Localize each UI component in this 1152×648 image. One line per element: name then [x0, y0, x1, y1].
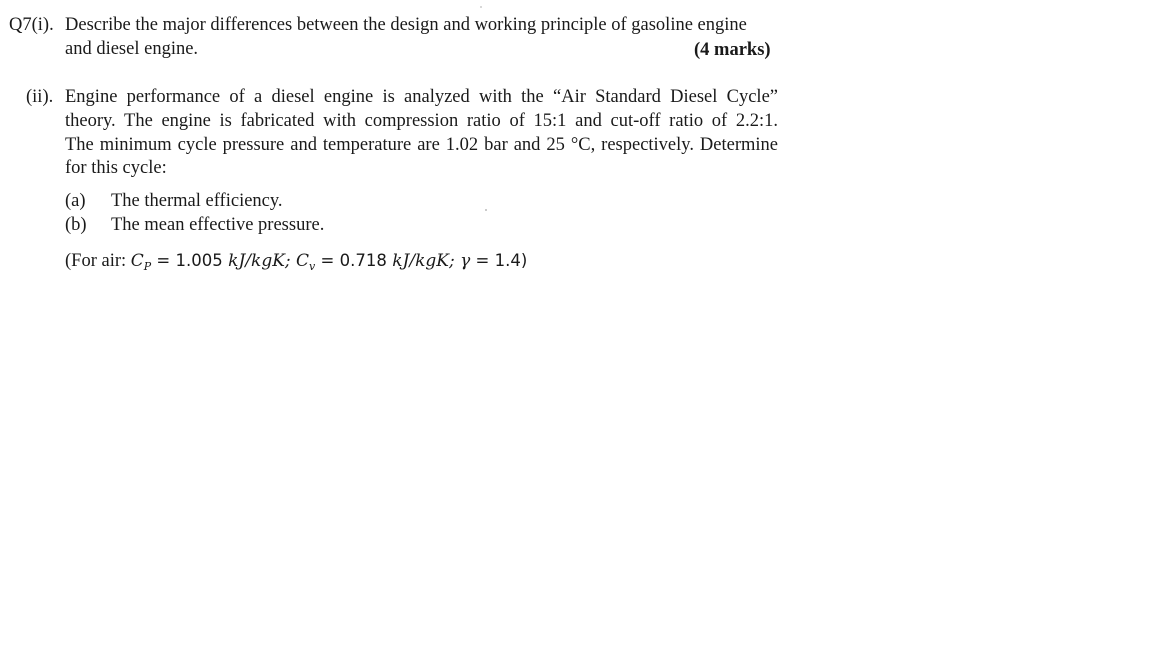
- question-7ii-label: (ii).: [26, 87, 54, 107]
- gamma-equals: =: [470, 251, 495, 270]
- cp-equals: =: [151, 251, 176, 270]
- question-7i-marks: (4 marks): [694, 40, 771, 60]
- question-7ii-text-line1: Engine performance of a diesel engine is analyzed with the “Air Standard Diesel Cycle”: [65, 87, 778, 107]
- cv-subscript: v: [309, 260, 316, 273]
- question-7ii-text-line4: for this cycle:: [65, 158, 167, 178]
- subpart-a-text: The thermal efficiency.: [111, 191, 283, 211]
- scan-speck: [480, 6, 482, 8]
- question-7ii-text-line3: The minimum cycle pressure and temperature are 1.02 bar and 25 °C, respectively. Determine: [65, 135, 778, 155]
- gamma-symbol: γ: [460, 251, 471, 271]
- cv-value: 0.718: [339, 251, 387, 270]
- cv-unit: kJ/kgK;: [386, 251, 461, 271]
- cp-unit: kJ/kgK;: [222, 251, 297, 271]
- question-7i-text-line2: and diesel engine.: [65, 39, 199, 59]
- given-air-properties: [65, 249, 527, 274]
- given-prefix: (For air:: [65, 251, 131, 271]
- question-7ii-text-line2: theory. The engine is fabricated with compression ratio of 15:1 and cut-off ratio of 2.2:1.: [65, 111, 778, 131]
- scan-speck: [485, 209, 487, 211]
- gamma-value: 1.4): [494, 251, 528, 270]
- cp-subscript: P: [143, 260, 152, 273]
- cp-value: 1.005: [175, 251, 223, 270]
- cv-symbol: C: [296, 251, 310, 271]
- cv-equals: =: [315, 251, 340, 270]
- subpart-b-label: (b): [65, 215, 87, 235]
- cp-symbol: C: [130, 251, 144, 271]
- question-7i-text-line1: Describe the major differences between the design and working principle of gasoline engine: [65, 15, 747, 35]
- subpart-a-label: (a): [65, 191, 86, 211]
- question-7i-label: Q7(i).: [9, 15, 54, 35]
- subpart-b-text: The mean effective pressure.: [111, 215, 325, 235]
